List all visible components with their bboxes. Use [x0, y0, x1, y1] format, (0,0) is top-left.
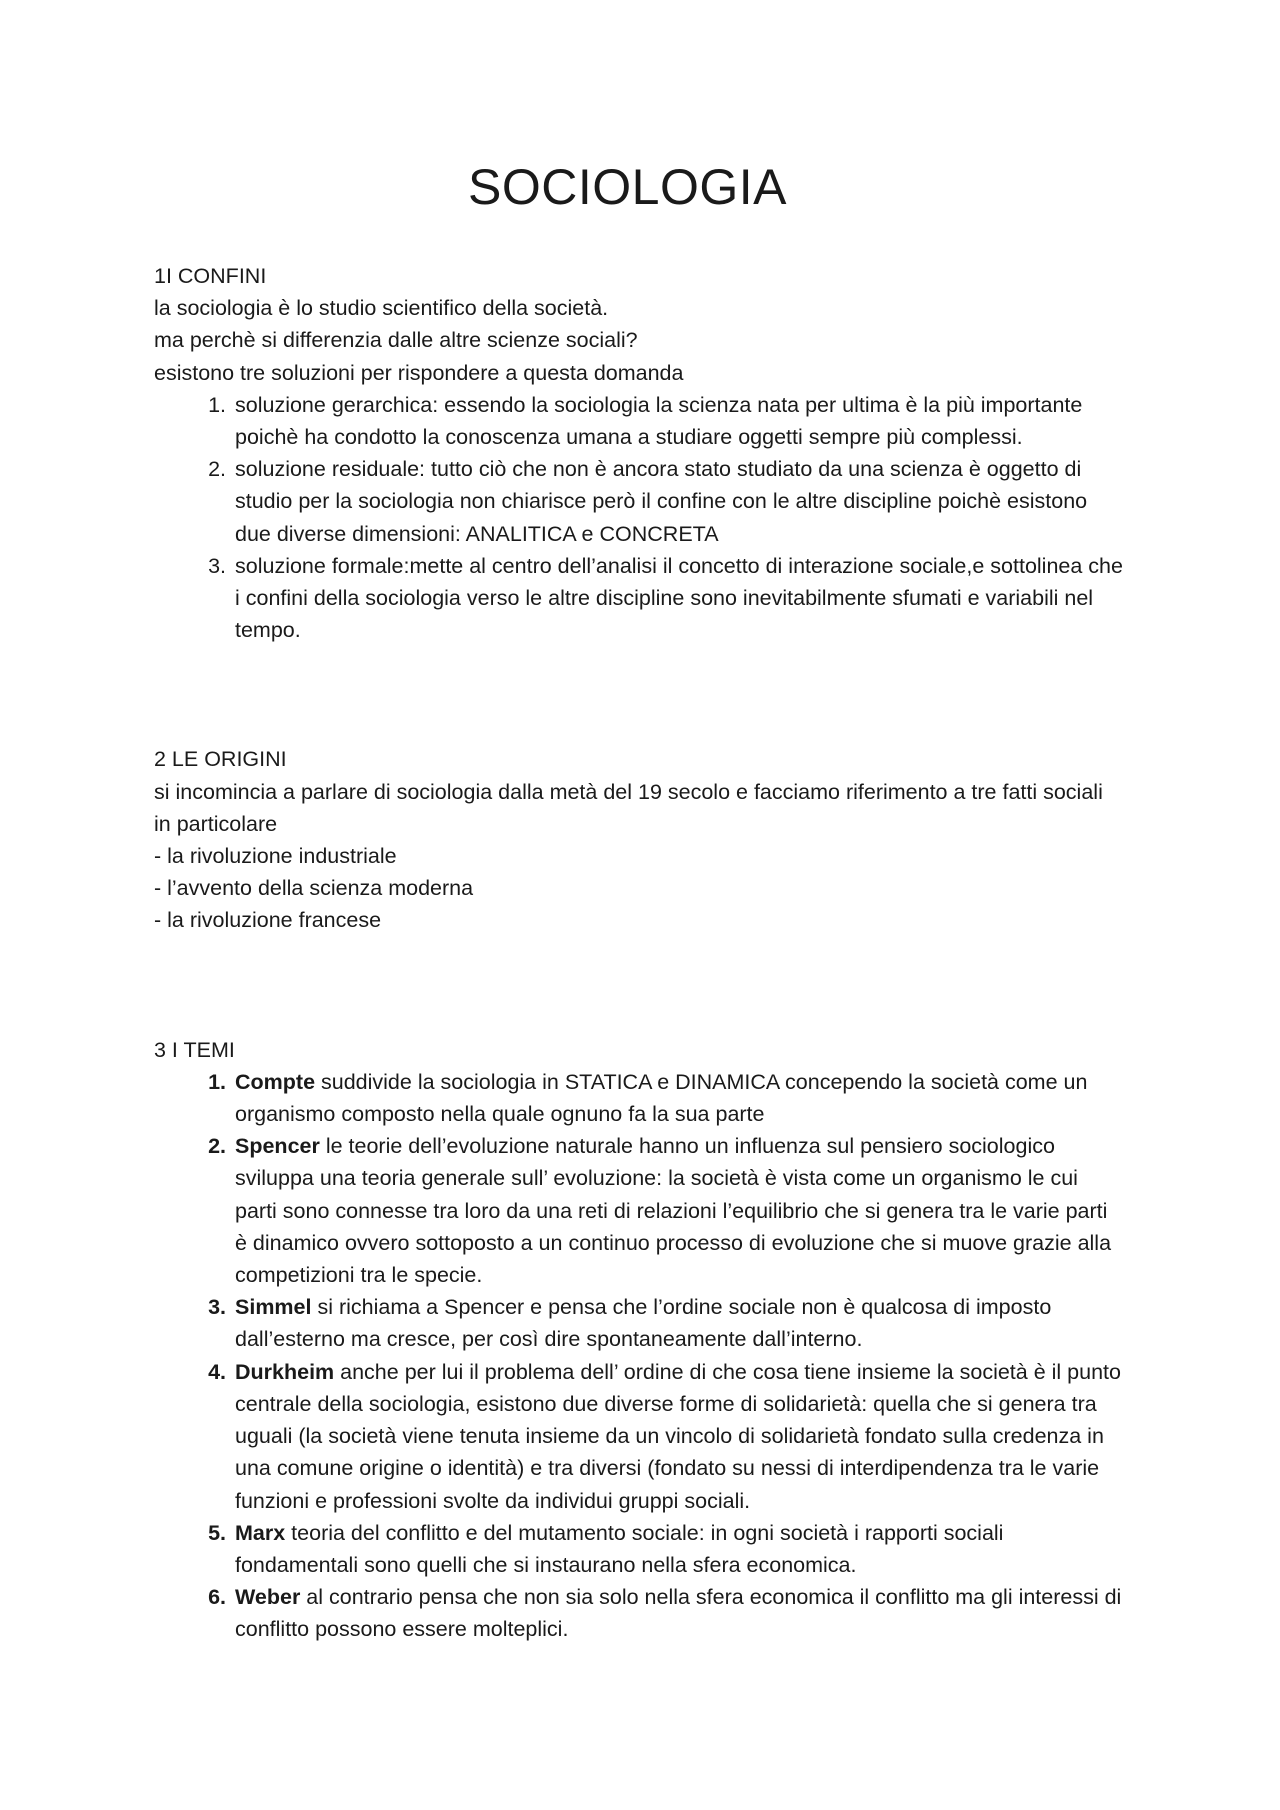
list-item [232, 1130, 1124, 1291]
item-text: le teorie dell’evoluzione naturale hanno un influenza sul pensiero sociologico sviluppa una teoria generale sull’ evoluzione: la società è vista come un organismo le cui parti sono connesse tra loro da una reti di relazioni l’equilibrio che si genera tra le varie parti è dinamico ovvero sottoposto a un continuo processo di evoluzione che si muove grazie alla competizioni tra le specie. [235, 1134, 1112, 1288]
author-name: Weber [235, 1585, 301, 1610]
list-item: 1. soluzione gerarchica: essendo la sociologia la scienza nata per ultima è la più importante poichè ha condotto la conoscenza umana a studiare oggetti sempre più complessi. [232, 389, 1124, 453]
themes-list [154, 1066, 1124, 1646]
item-text: suddivide la sociologia in STATICA e DINAMICA concependo la società come un organismo composto nella quale ognuno fa la sua parte [235, 1069, 1088, 1127]
author-name: Marx [235, 1520, 286, 1545]
solutions-list [154, 389, 1124, 647]
paragraph-line: esistono tre soluzioni per rispondere a questa domanda [154, 360, 684, 385]
section-confini [154, 260, 1124, 646]
dash-item: - la rivoluzione francese [154, 908, 382, 933]
section-temi [154, 1034, 1124, 1646]
paragraph-line: ma perchè si differenzia dalle altre scienze sociali? [154, 328, 638, 353]
item-text: anche per lui il problema dell’ ordine di che cosa tiene insieme la società è il punto centrale della sociologia, esistono due diverse forme di solidarietà: quella che si genera tra uguali (la società viene tenuta insieme da un vincolo di solidarietà fondato sulla credenza in una comune origine o identità) e tra diversi (fondato su nessi di interdipendenza tra le varie funzioni e professioni svolte da individui gruppi sociali. [235, 1359, 1121, 1513]
author-name: Compte [235, 1069, 316, 1094]
dash-item: - la rivoluzione industriale [154, 844, 397, 869]
section-heading: 3 I TEMI [154, 1037, 235, 1062]
spacer [154, 646, 1124, 743]
list-item [232, 1066, 1124, 1130]
author-name: Spencer [235, 1134, 320, 1159]
list-item [232, 1356, 1124, 1517]
dash-item: - l’avvento della scienza moderna [154, 876, 474, 901]
spacer [154, 937, 1124, 1034]
section-origini [154, 743, 1124, 936]
author-name: Durkheim [235, 1359, 335, 1384]
page-title: SOCIOLOGIA [468, 159, 787, 215]
section-heading: 1I CONFINI [154, 264, 267, 288]
paragraph: si incomincia a parlare di sociologia dalla metà del 19 secolo e facciamo riferimento a tre fatti sociali in particolare [154, 779, 1103, 836]
document-body [154, 260, 1124, 1646]
list-item: 3. soluzione formale:mette al centro dell’analisi il concetto di interazione sociale,e sottolinea che i confini della sociologia verso le altre discipline sono inevitabilmente sfumati e variabili nel tempo. [232, 550, 1124, 647]
item-text: al contrario pensa che non sia solo nella sfera economica il conflitto ma gli interessi di conflitto possono essere molteplici. [235, 1585, 1122, 1642]
list-item [232, 1291, 1124, 1355]
list-item: 2. soluzione residuale: tutto ciò che non è ancora stato studiato da una scienza è oggetto di studio per la sociologia non chiarisce però il confine con le altre discipline poichè esistono due diverse dimensioni: ANALITICA e CONCRETA [232, 453, 1124, 550]
item-text: si richiama a Spencer e pensa che l’ordine sociale non è qualcosa di imposto dall’esterno ma cresce, per così dire spontaneamente dall’interno. [235, 1295, 1052, 1352]
author-name: Simmel [235, 1295, 312, 1320]
paragraph-line: la sociologia è lo studio scientifico della società. [154, 296, 609, 321]
section-heading: 2 LE ORIGINI [154, 747, 287, 772]
list-item [232, 1581, 1124, 1645]
list-item [232, 1517, 1124, 1581]
item-text: teoria del conflitto e del mutamento sociale: in ogni società i rapporti sociali fondamentali sono quelli che si instaurano nella sfera economica. [235, 1520, 1004, 1577]
